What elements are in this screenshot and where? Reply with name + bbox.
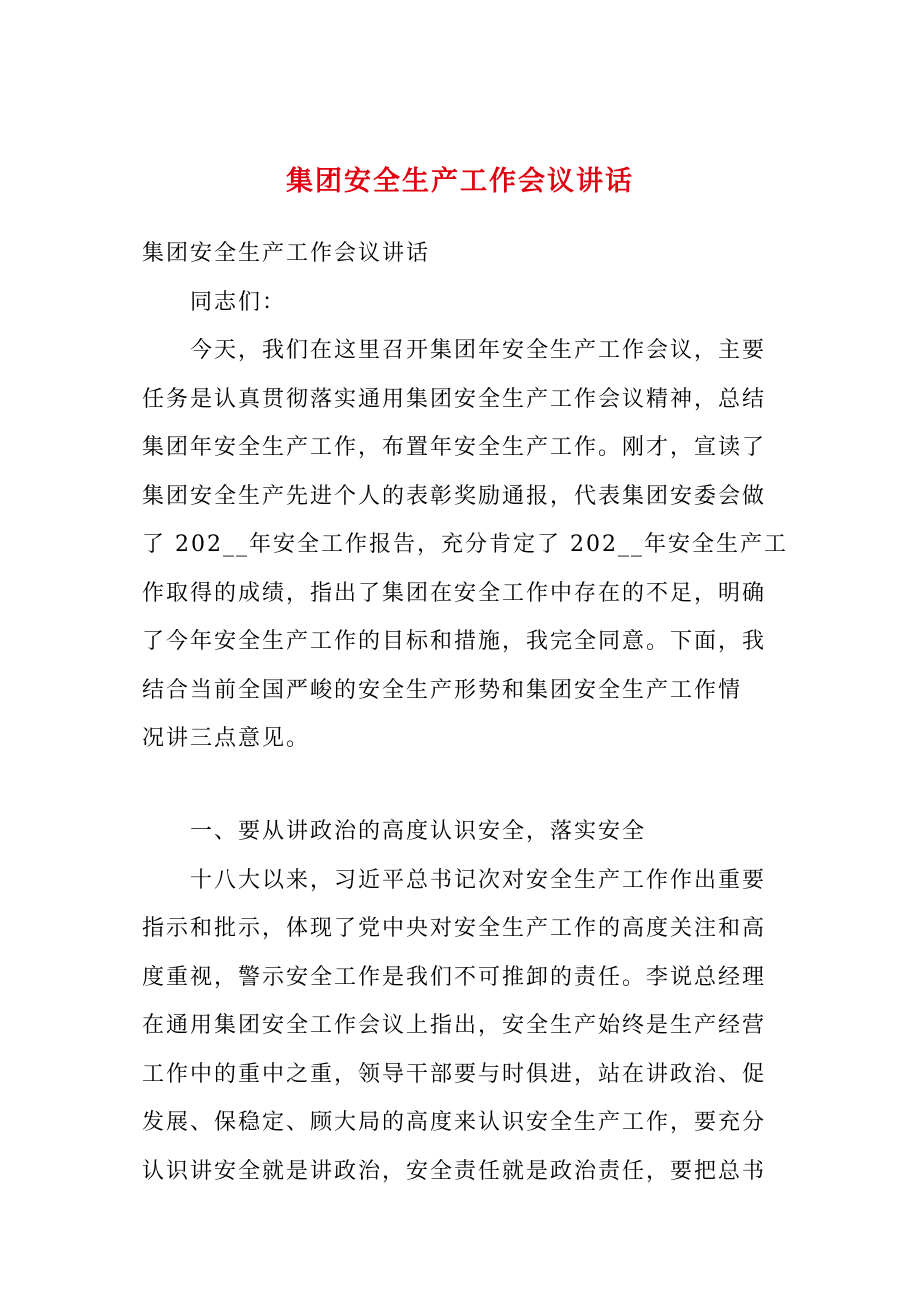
intro-line: 任务是认真贯彻落实通用集团安全生产工作会议精神，总结 <box>142 386 767 412</box>
document-subtitle: 集团安全生产工作会议讲话 <box>142 241 431 266</box>
intro-line: 结合当前全国严峻的安全生产形势和集团安全生产工作情 <box>142 677 743 703</box>
salutation: 同志们： <box>190 289 287 315</box>
intro-paragraph <box>142 327 788 764</box>
section-1-line: 发展、保稳定、顾大局的高度来认识安全生产工作，要充分 <box>142 1110 767 1135</box>
intro-line: 作取得的成绩，指出了集团在安全工作中存在的不足，明确 <box>142 580 767 606</box>
section-1-line: 在通用集团安全工作会议上指出，安全生产始终是生产经营 <box>142 1013 767 1038</box>
intro-line: 集团年安全生产工作，布置年安全生产工作。刚才，宣读了 <box>142 435 767 460</box>
section-1-heading: 一、要从讲政治的高度认识安全，落实安全 <box>190 819 647 844</box>
intro-line: 了 202__年安全工作报告，充分肯定了 202__年安全生产工 <box>142 532 788 557</box>
intro-line: 今天，我们在这里召开集团年安全生产工作会议，主要 <box>190 338 767 363</box>
intro-line: 集团安全生产先进个人的表彰奖励通报，代表集团安委会做 <box>142 483 767 509</box>
section-1-line: 指示和批示，体现了党中央对安全生产工作的高度关注和高 <box>142 916 767 941</box>
section-1-line: 度重视，警示安全工作是我们不可推卸的责任。李说总经理 <box>142 964 767 990</box>
section-1 <box>142 808 782 1196</box>
document-title: 集团安全生产工作会议讲话 <box>286 166 634 197</box>
intro-line: 况讲三点意见。 <box>142 726 311 751</box>
intro-line: 了今年安全生产工作的目标和措施，我完全同意。下面，我 <box>142 629 767 654</box>
document-subtitle-block <box>142 230 782 327</box>
section-1-line: 认识讲安全就是讲政治，安全责任就是政治责任，要把总书 <box>142 1158 767 1184</box>
section-1-line: 十八大以来，习近平总书记次对安全生产工作作出重要 <box>190 867 767 893</box>
section-1-line: 工作中的重中之重，领导干部要与时俱进，站在讲政治、促 <box>142 1061 767 1087</box>
